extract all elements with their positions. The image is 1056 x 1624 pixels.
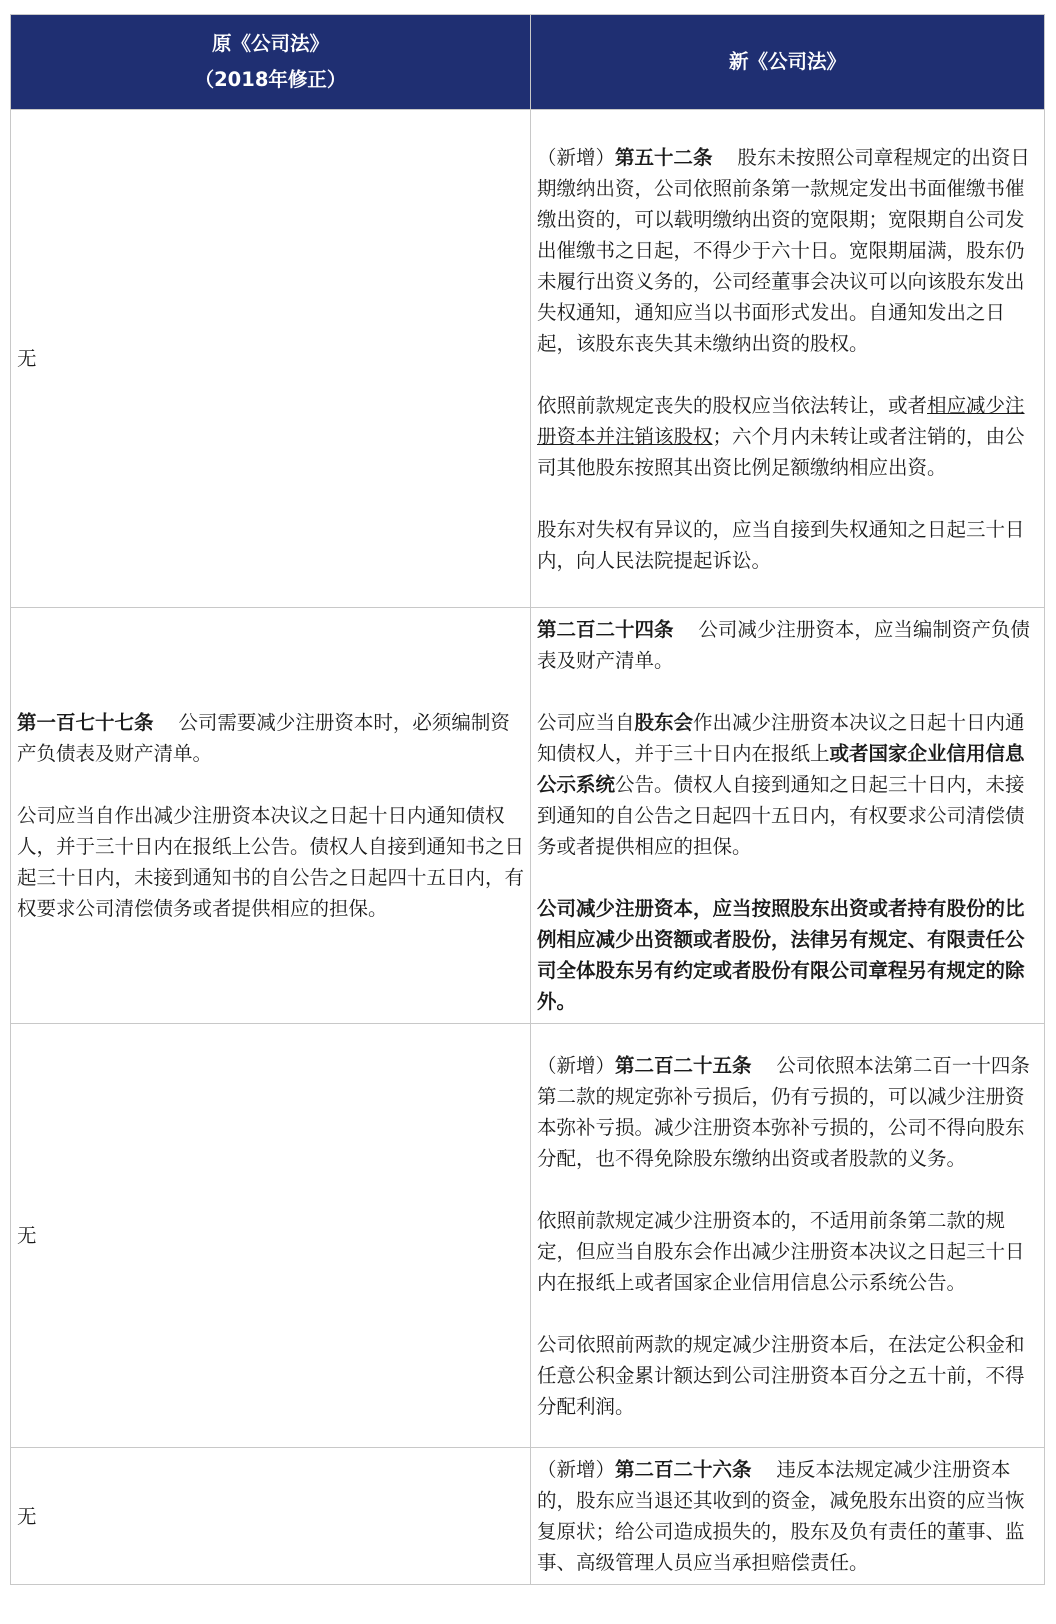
old-law-cell [11,608,531,1024]
article-paragraph: （新增）第二百二十五条 公司依照本法第二百一十四条第二款的规定弥补亏损后，仍有亏损的，可以减少注册资本弥补亏损。减少注册资本弥补亏损的，公司不得向股东分配，也不得免除股东缴纳出资或者股款的义务。 [537,1053,1030,1170]
article-paragraph: 公司应当自股东会作出减少注册资本决议之日起十日内通知债权人，并于三十日内在报纸上或者国家企业信用信息公示系统公告。债权人自接到通知之日起三十日内，未接到通知的自公告之日起四十五日内，有权要求公司清偿债务或者提供相应的担保。 [537,711,1025,858]
old-law-header [11,15,531,110]
table-row [11,608,1045,1024]
table-row [11,110,1045,608]
new-tag: （新增） [537,1458,616,1481]
law-comparison-table [10,14,1045,1585]
article-paragraph: 第一百七十七条 公司需要减少注册资本时，必须编制资产负债表及财产清单。 [17,711,510,765]
article-paragraph: （新增）第二百二十六条 违反本法规定减少注册资本的，股东应当退还其收到的资金，减免股东出资的应当恢复原状；给公司造成损失的，股东及负有责任的董事、监事、高级管理人员应当承担赔偿责任。 [537,1458,1025,1574]
bold-text: 股东会 [634,711,694,734]
article-number: 第二百二十五条 [615,1053,752,1077]
article-paragraph: 第二百二十四条 公司减少注册资本，应当编制资产负债表及财产清单。 [537,618,1030,672]
table-row [11,1448,1045,1585]
new-law-title: 新《公司法》 [728,50,846,73]
old-law-subtitle: （2018年修正） [194,68,347,91]
article-paragraph [537,893,1038,1017]
article-paragraph: （新增）第五十二条 股东未按照公司章程规定的出资日期缴纳出资，公司依照前条第一款规定发出书面催缴书催缴出资的，可以载明缴纳出资的宽限期；宽限期自公司发出催缴书之日起，不得少于六十日。宽限期届满，股东仍未履行出资义务的，公司经董事会决议可以向该股东发出失权通知，通知应当以书面形式发出。自通知发出之日起，该股东丧失其未缴纳出资的股权。 [537,145,1030,355]
underlined-text: 相应减少注册资本并注销该股权 [537,393,1025,448]
new-law-header [531,15,1045,110]
article-paragraph: 股东对失权有异议的，应当自接到失权通知之日起三十日内，向人民法院提起诉讼。 [537,517,1025,572]
new-tag: （新增） [537,1053,616,1077]
old-law-cell [11,1024,531,1448]
article-number: 第二百二十六条 [615,1458,752,1481]
none-text: 无 [17,1504,37,1528]
header-row [11,15,1045,110]
article-paragraph: 公司应当自作出减少注册资本决议之日起十日内通知债权人，并于三十日内在报纸上公告。债权人自接到通知书之日起三十日内，未接到通知书的自公告之日起四十五日内，有权要求公司清偿债务或者提供相应的担保。 [17,804,525,920]
article-number: 第五十二条 [615,145,713,169]
bold-text: 公司减少注册资本，应当按照股东出资或者持有股份的比例相应减少出资额或者股份，法律另有规定、有限责任公司全体股东另有约定或者股份有限公司章程另有规定的除外。 [537,897,1025,1013]
new-tag: （新增） [537,145,616,169]
new-law-cell [531,1024,1045,1448]
table-row [11,1024,1045,1448]
old-law-cell [11,110,531,608]
new-law-cell [531,608,1045,1024]
new-law-cell [531,1448,1045,1585]
none-text: 无 [17,1224,37,1247]
none-text: 无 [17,347,37,370]
article-paragraph: 依照前款规定减少注册资本的，不适用前条第二款的规定，但应当自股东会作出减少注册资本决议之日起三十日内在报纸上或者国家企业信用信息公示系统公告。 [537,1208,1025,1294]
article-number: 第二百二十四条 [537,618,674,641]
old-law-cell [11,1448,531,1585]
bold-text: 或者国家企业信用信息公示系统 [537,742,1025,796]
old-law-title: 原《公司法》 [211,32,329,55]
article-paragraph: 公司依照前两款的规定减少注册资本后，在法定公积金和任意公积金累计额达到公司注册资本百分之五十前，不得分配利润。 [537,1332,1025,1418]
article-number: 第一百七十七条 [17,711,154,734]
new-law-cell [531,110,1045,608]
article-paragraph: 依照前款规定丧失的股权应当依法转让，或者相应减少注册资本并注销该股权；六个月内未转让或者注销的，由公司其他股东按照其出资比例足额缴纳相应出资。 [537,393,1025,479]
